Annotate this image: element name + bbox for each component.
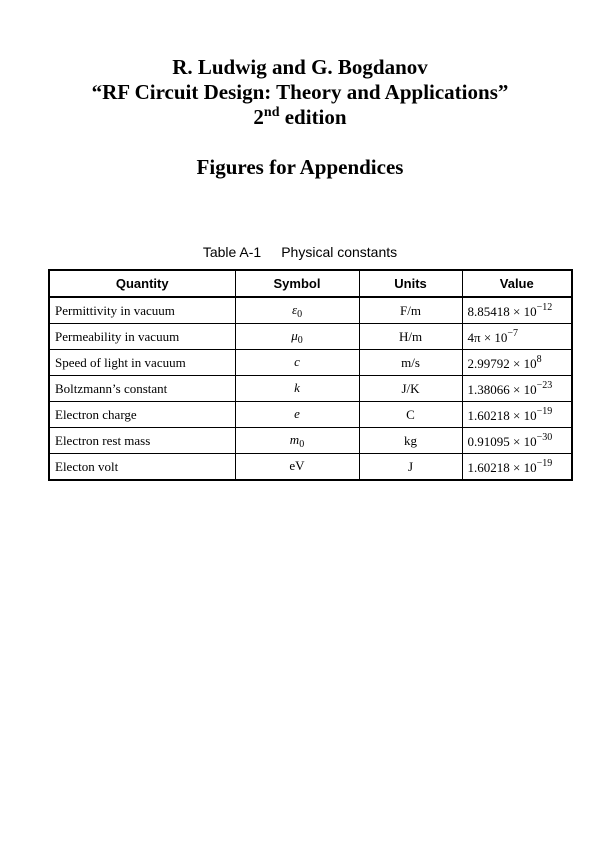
column-header-units: Units xyxy=(359,270,462,297)
document-title xyxy=(0,55,600,130)
table-row xyxy=(49,350,572,376)
edition-number: 2 xyxy=(253,105,264,129)
cell-value: $1.60218 \times 10^{-19}$ xyxy=(462,402,572,428)
edition xyxy=(0,105,600,130)
cell-symbol: k xyxy=(235,376,359,402)
cell-value: $1.38066 \times 10^{-23}$ xyxy=(462,376,572,402)
cell-units: kg xyxy=(359,428,462,454)
table-caption xyxy=(0,244,600,260)
cell-units: C xyxy=(359,402,462,428)
table-row xyxy=(49,428,572,454)
column-header-value: Value xyxy=(462,270,572,297)
edition-suffix: nd xyxy=(263,105,280,120)
cell-symbol: c xyxy=(235,350,359,376)
book-title: “RF Circuit Design: Theory and Applications” xyxy=(91,80,509,104)
cell-symbol: eV xyxy=(235,454,359,481)
cell-symbol: $\varepsilon_0$ xyxy=(235,297,359,324)
table-row xyxy=(49,324,572,350)
cell-value: $8.85418 \times 10^{-12}$ xyxy=(462,297,572,324)
cell-quantity: Permittivity in vacuum xyxy=(49,297,235,324)
cell-symbol: $\mu_0$ xyxy=(235,324,359,350)
table-row xyxy=(49,454,572,481)
column-header-symbol: Symbol xyxy=(235,270,359,297)
column-header-quantity: Quantity xyxy=(49,270,235,297)
cell-units: F/m xyxy=(359,297,462,324)
table-caption-text: Physical constants xyxy=(281,244,398,260)
cell-symbol: e xyxy=(235,402,359,428)
cell-value: $1.60218 \times 10^{-19}$ xyxy=(462,454,572,481)
table-caption-id: Table A-1 xyxy=(202,244,262,260)
cell-units: J/K xyxy=(359,376,462,402)
cell-quantity: Electron charge xyxy=(49,402,235,428)
cell-value: $0.91095 \times 10^{-30}$ xyxy=(462,428,572,454)
table-header-row xyxy=(49,270,572,297)
table-row xyxy=(49,402,572,428)
physical-constants-table xyxy=(48,269,573,481)
cell-quantity: Speed of light in vacuum xyxy=(49,350,235,376)
cell-quantity: Permeability in vacuum xyxy=(49,324,235,350)
cell-quantity: Electon volt xyxy=(49,454,235,481)
cell-units: m/s xyxy=(359,350,462,376)
cell-value: $4\pi \times 10^{-7}$ xyxy=(462,324,572,350)
cell-quantity: Electron rest mass xyxy=(49,428,235,454)
cell-symbol: $m_0$ xyxy=(235,428,359,454)
cell-units: H/m xyxy=(359,324,462,350)
section-subtitle: Figures for Appendices xyxy=(196,155,404,179)
cell-quantity: Boltzmann’s constant xyxy=(49,376,235,402)
table-row xyxy=(49,376,572,402)
authors: R. Ludwig and G. Bogdanov xyxy=(172,55,428,79)
cell-units: J xyxy=(359,454,462,481)
table-row xyxy=(49,297,572,324)
cell-value: $2.99792 \times 10^8$ xyxy=(462,350,572,376)
edition-word: edition xyxy=(284,105,347,129)
